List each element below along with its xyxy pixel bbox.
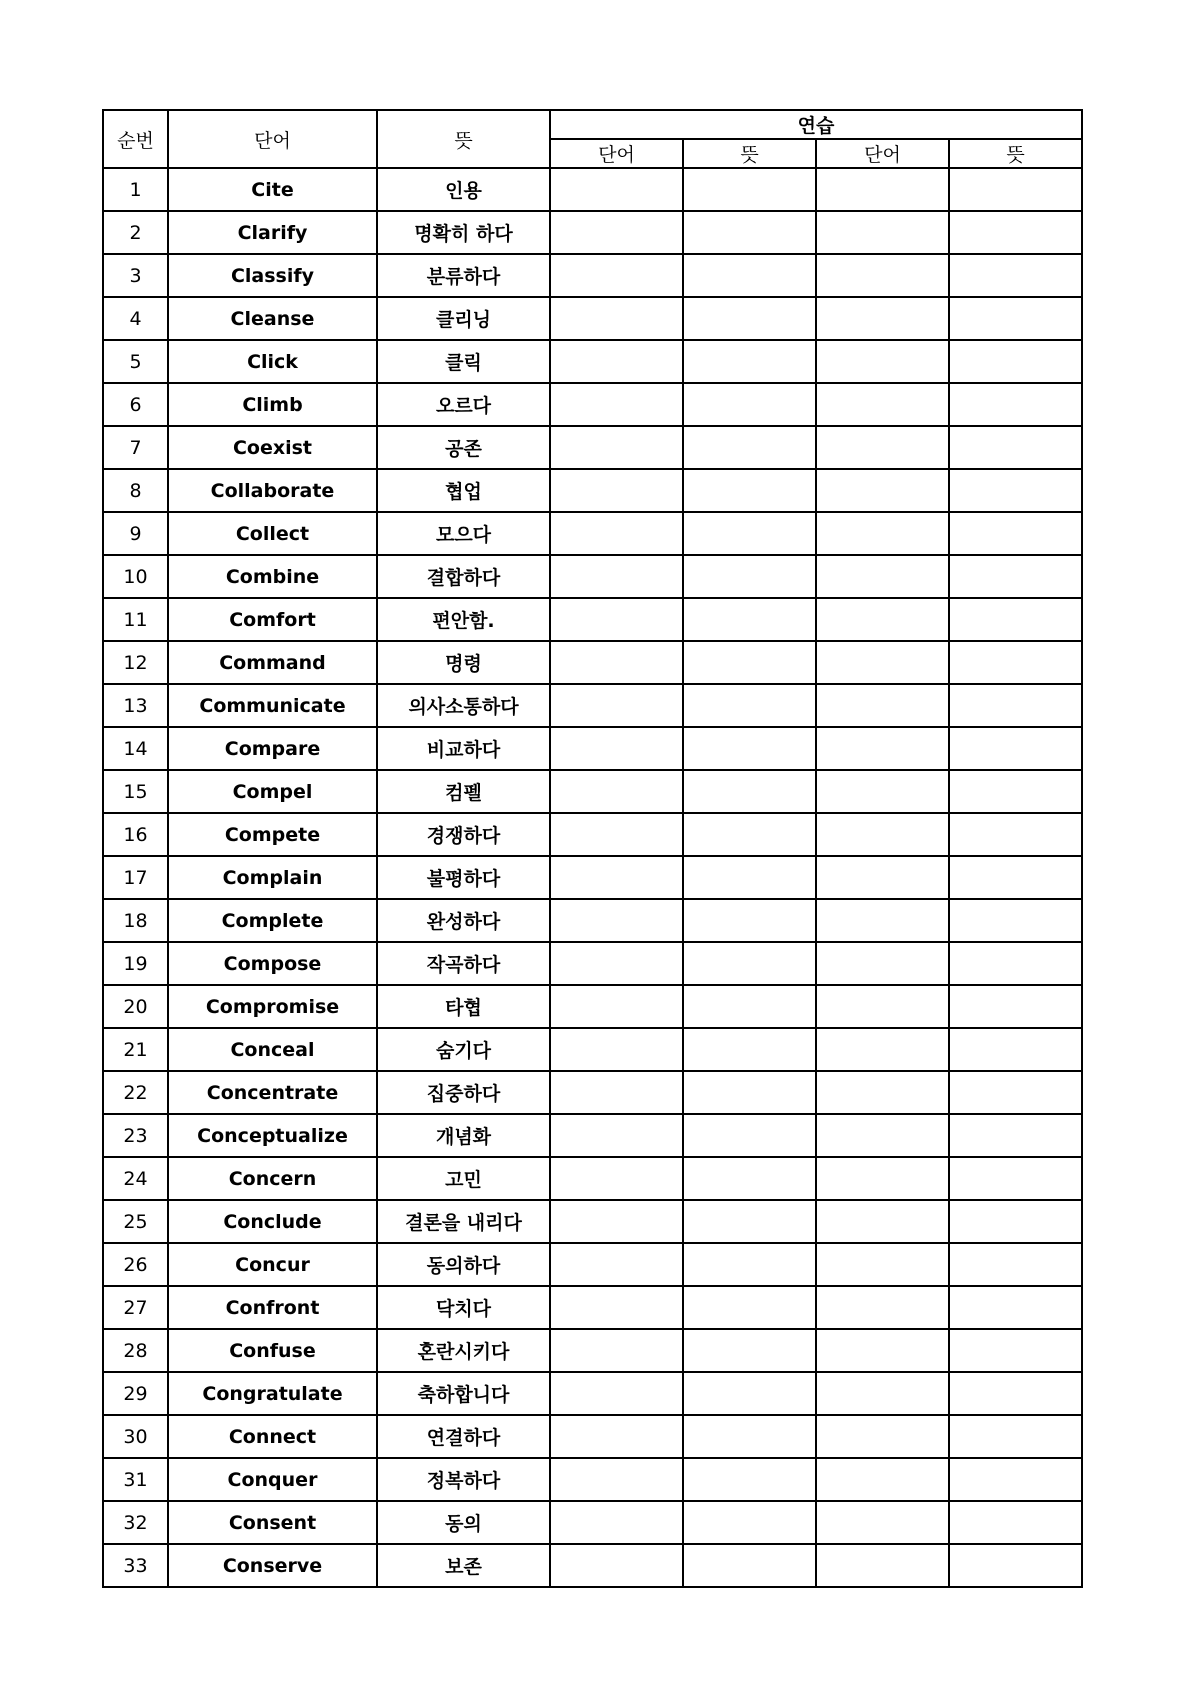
row-number: 14 xyxy=(103,727,168,770)
table-row xyxy=(103,770,1082,813)
practice-word-cell-1[interactable] xyxy=(550,426,683,469)
practice-meaning-cell-2[interactable] xyxy=(949,1544,1082,1587)
row-number: 6 xyxy=(103,383,168,426)
table-row xyxy=(103,1544,1082,1587)
row-word: Collaborate xyxy=(168,469,377,512)
practice-meaning-cell-2[interactable] xyxy=(949,340,1082,383)
practice-meaning-cell-2[interactable] xyxy=(949,297,1082,340)
row-number: 28 xyxy=(103,1329,168,1372)
row-meaning: 경쟁하다 xyxy=(377,813,550,856)
practice-meaning-cell-1[interactable] xyxy=(683,168,816,211)
header-practice: 연습 xyxy=(550,110,1082,139)
practice-word-cell-1[interactable] xyxy=(550,727,683,770)
practice-meaning-cell-1[interactable] xyxy=(683,727,816,770)
practice-word-cell-2[interactable] xyxy=(816,985,949,1028)
practice-meaning-cell-1[interactable] xyxy=(683,1458,816,1501)
row-meaning: 클릭 xyxy=(377,340,550,383)
practice-word-cell-2[interactable] xyxy=(816,383,949,426)
table-row xyxy=(103,856,1082,899)
practice-word-cell-2[interactable] xyxy=(816,727,949,770)
practice-word-cell-1[interactable] xyxy=(550,1544,683,1587)
row-meaning: 집중하다 xyxy=(377,1071,550,1114)
table-row xyxy=(103,1458,1082,1501)
table-row xyxy=(103,254,1082,297)
table-row xyxy=(103,512,1082,555)
row-word: Compare xyxy=(168,727,377,770)
practice-meaning-cell-1[interactable] xyxy=(683,254,816,297)
practice-meaning-cell-1[interactable] xyxy=(683,555,816,598)
row-meaning: 보존 xyxy=(377,1544,550,1587)
practice-word-cell-2[interactable] xyxy=(816,340,949,383)
practice-meaning-cell-1[interactable] xyxy=(683,641,816,684)
row-number: 32 xyxy=(103,1501,168,1544)
row-number: 30 xyxy=(103,1415,168,1458)
row-number: 18 xyxy=(103,899,168,942)
table-row xyxy=(103,1415,1082,1458)
row-number: 27 xyxy=(103,1286,168,1329)
practice-meaning-cell-1[interactable] xyxy=(683,899,816,942)
row-word: Cite xyxy=(168,168,377,211)
row-word: Clarify xyxy=(168,211,377,254)
practice-word-cell-1[interactable] xyxy=(550,1329,683,1372)
row-meaning: 축하합니다 xyxy=(377,1372,550,1415)
practice-meaning-cell-2[interactable] xyxy=(949,899,1082,942)
practice-word-cell-2[interactable] xyxy=(816,426,949,469)
practice-word-cell-1[interactable] xyxy=(550,598,683,641)
practice-word-cell-1[interactable] xyxy=(550,1028,683,1071)
practice-word-cell-1[interactable] xyxy=(550,1501,683,1544)
practice-meaning-cell-1[interactable] xyxy=(683,1071,816,1114)
practice-word-cell-1[interactable] xyxy=(550,1200,683,1243)
row-meaning: 결론을 내리다 xyxy=(377,1200,550,1243)
row-word: Confuse xyxy=(168,1329,377,1372)
practice-meaning-cell-1[interactable] xyxy=(683,383,816,426)
table-row xyxy=(103,1200,1082,1243)
practice-word-cell-1[interactable] xyxy=(550,1415,683,1458)
row-number: 20 xyxy=(103,985,168,1028)
table-row xyxy=(103,211,1082,254)
table-row xyxy=(103,168,1082,211)
practice-word-cell-2[interactable] xyxy=(816,856,949,899)
row-word: Concern xyxy=(168,1157,377,1200)
row-number: 31 xyxy=(103,1458,168,1501)
practice-word-cell-1[interactable] xyxy=(550,856,683,899)
table-row xyxy=(103,727,1082,770)
practice-meaning-cell-1[interactable] xyxy=(683,426,816,469)
header-practice-meaning-2: 뜻 xyxy=(949,139,1082,168)
table-row xyxy=(103,555,1082,598)
table-row xyxy=(103,1243,1082,1286)
table-row xyxy=(103,813,1082,856)
row-meaning: 정복하다 xyxy=(377,1458,550,1501)
vocabulary-table xyxy=(102,109,1083,1588)
row-word: Climb xyxy=(168,383,377,426)
row-word: Concentrate xyxy=(168,1071,377,1114)
row-meaning: 의사소통하다 xyxy=(377,684,550,727)
practice-meaning-cell-1[interactable] xyxy=(683,512,816,555)
table-row xyxy=(103,297,1082,340)
practice-meaning-cell-2[interactable] xyxy=(949,1458,1082,1501)
row-number: 7 xyxy=(103,426,168,469)
row-meaning: 동의 xyxy=(377,1501,550,1544)
row-number: 3 xyxy=(103,254,168,297)
practice-meaning-cell-1[interactable] xyxy=(683,1329,816,1372)
table-row xyxy=(103,1501,1082,1544)
practice-word-cell-2[interactable] xyxy=(816,1071,949,1114)
row-number: 4 xyxy=(103,297,168,340)
vocabulary-worksheet xyxy=(102,109,1083,1588)
practice-word-cell-2[interactable] xyxy=(816,1157,949,1200)
row-number: 11 xyxy=(103,598,168,641)
practice-word-cell-1[interactable] xyxy=(550,1157,683,1200)
practice-word-cell-2[interactable] xyxy=(816,1243,949,1286)
table-row xyxy=(103,1286,1082,1329)
practice-word-cell-2[interactable] xyxy=(816,813,949,856)
row-word: Conceal xyxy=(168,1028,377,1071)
practice-word-cell-2[interactable] xyxy=(816,1372,949,1415)
practice-meaning-cell-2[interactable] xyxy=(949,1415,1082,1458)
row-meaning: 컴펠 xyxy=(377,770,550,813)
row-meaning: 분류하다 xyxy=(377,254,550,297)
row-word: Conceptualize xyxy=(168,1114,377,1157)
table-row xyxy=(103,383,1082,426)
row-word: Confront xyxy=(168,1286,377,1329)
table-row xyxy=(103,426,1082,469)
row-meaning: 클리닝 xyxy=(377,297,550,340)
practice-word-cell-1[interactable] xyxy=(550,383,683,426)
row-word: Complain xyxy=(168,856,377,899)
table-row xyxy=(103,1157,1082,1200)
table-row xyxy=(103,985,1082,1028)
row-word: Command xyxy=(168,641,377,684)
row-number: 26 xyxy=(103,1243,168,1286)
table-row xyxy=(103,1114,1082,1157)
practice-word-cell-1[interactable] xyxy=(550,1243,683,1286)
practice-meaning-cell-2[interactable] xyxy=(949,985,1082,1028)
row-word: Connect xyxy=(168,1415,377,1458)
practice-meaning-cell-1[interactable] xyxy=(683,340,816,383)
row-number: 13 xyxy=(103,684,168,727)
practice-meaning-cell-1[interactable] xyxy=(683,1114,816,1157)
practice-word-cell-2[interactable] xyxy=(816,1114,949,1157)
row-number: 15 xyxy=(103,770,168,813)
practice-meaning-cell-2[interactable] xyxy=(949,211,1082,254)
practice-word-cell-1[interactable] xyxy=(550,1286,683,1329)
practice-meaning-cell-2[interactable] xyxy=(949,1372,1082,1415)
row-meaning: 동의하다 xyxy=(377,1243,550,1286)
practice-meaning-cell-1[interactable] xyxy=(683,1501,816,1544)
row-meaning: 편안함. xyxy=(377,598,550,641)
practice-meaning-cell-2[interactable] xyxy=(949,641,1082,684)
practice-meaning-cell-2[interactable] xyxy=(949,383,1082,426)
practice-meaning-cell-1[interactable] xyxy=(683,1372,816,1415)
practice-meaning-cell-1[interactable] xyxy=(683,211,816,254)
practice-meaning-cell-1[interactable] xyxy=(683,942,816,985)
row-meaning: 혼란시키다 xyxy=(377,1329,550,1372)
practice-meaning-cell-1[interactable] xyxy=(683,598,816,641)
practice-word-cell-2[interactable] xyxy=(816,770,949,813)
row-meaning: 고민 xyxy=(377,1157,550,1200)
practice-word-cell-2[interactable] xyxy=(816,254,949,297)
row-word: Complete xyxy=(168,899,377,942)
row-meaning: 숨기다 xyxy=(377,1028,550,1071)
row-number: 21 xyxy=(103,1028,168,1071)
practice-word-cell-1[interactable] xyxy=(550,942,683,985)
table-row xyxy=(103,899,1082,942)
header-practice-word-2: 단어 xyxy=(816,139,949,168)
header-word: 단어 xyxy=(168,110,377,168)
practice-meaning-cell-1[interactable] xyxy=(683,1200,816,1243)
row-number: 5 xyxy=(103,340,168,383)
practice-meaning-cell-2[interactable] xyxy=(949,1329,1082,1372)
practice-word-cell-1[interactable] xyxy=(550,168,683,211)
practice-word-cell-1[interactable] xyxy=(550,512,683,555)
practice-word-cell-2[interactable] xyxy=(816,555,949,598)
row-meaning: 비교하다 xyxy=(377,727,550,770)
practice-meaning-cell-1[interactable] xyxy=(683,297,816,340)
practice-meaning-cell-1[interactable] xyxy=(683,985,816,1028)
table-row xyxy=(103,942,1082,985)
practice-meaning-cell-2[interactable] xyxy=(949,1114,1082,1157)
practice-meaning-cell-2[interactable] xyxy=(949,856,1082,899)
row-meaning: 인용 xyxy=(377,168,550,211)
row-number: 22 xyxy=(103,1071,168,1114)
row-word: Compose xyxy=(168,942,377,985)
row-word: Concur xyxy=(168,1243,377,1286)
row-meaning: 공존 xyxy=(377,426,550,469)
row-number: 16 xyxy=(103,813,168,856)
practice-word-cell-2[interactable] xyxy=(816,1415,949,1458)
table-row xyxy=(103,1329,1082,1372)
row-word: Cleanse xyxy=(168,297,377,340)
practice-meaning-cell-1[interactable] xyxy=(683,1243,816,1286)
practice-meaning-cell-2[interactable] xyxy=(949,426,1082,469)
row-word: Classify xyxy=(168,254,377,297)
practice-word-cell-1[interactable] xyxy=(550,1372,683,1415)
practice-word-cell-1[interactable] xyxy=(550,985,683,1028)
practice-word-cell-2[interactable] xyxy=(816,1458,949,1501)
row-number: 17 xyxy=(103,856,168,899)
practice-meaning-cell-2[interactable] xyxy=(949,1243,1082,1286)
practice-meaning-cell-1[interactable] xyxy=(683,1544,816,1587)
practice-word-cell-2[interactable] xyxy=(816,1501,949,1544)
row-number: 2 xyxy=(103,211,168,254)
row-word: Collect xyxy=(168,512,377,555)
row-meaning: 연결하다 xyxy=(377,1415,550,1458)
practice-meaning-cell-1[interactable] xyxy=(683,770,816,813)
row-word: Conserve xyxy=(168,1544,377,1587)
row-number: 29 xyxy=(103,1372,168,1415)
practice-word-cell-2[interactable] xyxy=(816,899,949,942)
practice-word-cell-1[interactable] xyxy=(550,770,683,813)
row-number: 8 xyxy=(103,469,168,512)
practice-word-cell-2[interactable] xyxy=(816,1286,949,1329)
row-word: Communicate xyxy=(168,684,377,727)
practice-word-cell-2[interactable] xyxy=(816,684,949,727)
practice-word-cell-2[interactable] xyxy=(816,598,949,641)
practice-meaning-cell-1[interactable] xyxy=(683,684,816,727)
practice-meaning-cell-2[interactable] xyxy=(949,254,1082,297)
practice-word-cell-1[interactable] xyxy=(550,297,683,340)
practice-meaning-cell-2[interactable] xyxy=(949,1286,1082,1329)
practice-meaning-cell-1[interactable] xyxy=(683,813,816,856)
row-meaning: 불평하다 xyxy=(377,856,550,899)
practice-meaning-cell-2[interactable] xyxy=(949,1501,1082,1544)
practice-meaning-cell-2[interactable] xyxy=(949,598,1082,641)
table-row xyxy=(103,641,1082,684)
practice-word-cell-2[interactable] xyxy=(816,297,949,340)
practice-meaning-cell-1[interactable] xyxy=(683,1415,816,1458)
row-meaning: 개념화 xyxy=(377,1114,550,1157)
row-word: Click xyxy=(168,340,377,383)
table-row xyxy=(103,340,1082,383)
header-number: 순번 xyxy=(103,110,168,168)
practice-word-cell-1[interactable] xyxy=(550,1071,683,1114)
row-word: Congratulate xyxy=(168,1372,377,1415)
row-word: Combine xyxy=(168,555,377,598)
table-body xyxy=(103,168,1082,1587)
row-word: Compromise xyxy=(168,985,377,1028)
practice-meaning-cell-2[interactable] xyxy=(949,770,1082,813)
table-row xyxy=(103,1028,1082,1071)
practice-meaning-cell-2[interactable] xyxy=(949,1071,1082,1114)
row-number: 9 xyxy=(103,512,168,555)
row-number: 33 xyxy=(103,1544,168,1587)
row-meaning: 모으다 xyxy=(377,512,550,555)
row-meaning: 명확히 하다 xyxy=(377,211,550,254)
practice-word-cell-1[interactable] xyxy=(550,899,683,942)
row-meaning: 오르다 xyxy=(377,383,550,426)
table-row xyxy=(103,1071,1082,1114)
practice-word-cell-1[interactable] xyxy=(550,1458,683,1501)
row-word: Conclude xyxy=(168,1200,377,1243)
practice-word-cell-1[interactable] xyxy=(550,555,683,598)
row-number: 10 xyxy=(103,555,168,598)
practice-meaning-cell-2[interactable] xyxy=(949,555,1082,598)
table-row xyxy=(103,684,1082,727)
table-row xyxy=(103,598,1082,641)
practice-word-cell-2[interactable] xyxy=(816,168,949,211)
practice-meaning-cell-2[interactable] xyxy=(949,168,1082,211)
row-word: Conquer xyxy=(168,1458,377,1501)
row-number: 19 xyxy=(103,942,168,985)
table-row xyxy=(103,469,1082,512)
practice-meaning-cell-1[interactable] xyxy=(683,1028,816,1071)
practice-meaning-cell-1[interactable] xyxy=(683,1157,816,1200)
practice-word-cell-1[interactable] xyxy=(550,684,683,727)
row-meaning: 명령 xyxy=(377,641,550,684)
row-number: 25 xyxy=(103,1200,168,1243)
row-meaning: 결합하다 xyxy=(377,555,550,598)
practice-word-cell-2[interactable] xyxy=(816,211,949,254)
practice-meaning-cell-2[interactable] xyxy=(949,1157,1082,1200)
row-word: Compel xyxy=(168,770,377,813)
practice-word-cell-1[interactable] xyxy=(550,254,683,297)
row-meaning: 타협 xyxy=(377,985,550,1028)
table-row xyxy=(103,1372,1082,1415)
practice-word-cell-1[interactable] xyxy=(550,211,683,254)
row-number: 12 xyxy=(103,641,168,684)
practice-word-cell-1[interactable] xyxy=(550,469,683,512)
practice-meaning-cell-1[interactable] xyxy=(683,1286,816,1329)
practice-word-cell-1[interactable] xyxy=(550,340,683,383)
practice-word-cell-2[interactable] xyxy=(816,1544,949,1587)
practice-word-cell-2[interactable] xyxy=(816,512,949,555)
row-number: 1 xyxy=(103,168,168,211)
practice-meaning-cell-2[interactable] xyxy=(949,942,1082,985)
header-practice-word-1: 단어 xyxy=(550,139,683,168)
practice-word-cell-1[interactable] xyxy=(550,641,683,684)
row-number: 23 xyxy=(103,1114,168,1157)
practice-meaning-cell-1[interactable] xyxy=(683,469,816,512)
header-meaning: 뜻 xyxy=(377,110,550,168)
row-number: 24 xyxy=(103,1157,168,1200)
row-word: Coexist xyxy=(168,426,377,469)
practice-meaning-cell-1[interactable] xyxy=(683,856,816,899)
practice-meaning-cell-2[interactable] xyxy=(949,684,1082,727)
practice-word-cell-2[interactable] xyxy=(816,641,949,684)
practice-word-cell-2[interactable] xyxy=(816,1329,949,1372)
row-meaning: 작곡하다 xyxy=(377,942,550,985)
practice-word-cell-2[interactable] xyxy=(816,469,949,512)
practice-meaning-cell-2[interactable] xyxy=(949,1028,1082,1071)
header-practice-meaning-1: 뜻 xyxy=(683,139,816,168)
practice-meaning-cell-2[interactable] xyxy=(949,813,1082,856)
row-word: Comfort xyxy=(168,598,377,641)
row-meaning: 닥치다 xyxy=(377,1286,550,1329)
practice-word-cell-1[interactable] xyxy=(550,1114,683,1157)
practice-word-cell-1[interactable] xyxy=(550,813,683,856)
row-word: Consent xyxy=(168,1501,377,1544)
practice-word-cell-2[interactable] xyxy=(816,1028,949,1071)
practice-meaning-cell-2[interactable] xyxy=(949,469,1082,512)
practice-word-cell-2[interactable] xyxy=(816,1200,949,1243)
row-meaning: 협업 xyxy=(377,469,550,512)
practice-word-cell-2[interactable] xyxy=(816,942,949,985)
row-word: Compete xyxy=(168,813,377,856)
practice-meaning-cell-2[interactable] xyxy=(949,727,1082,770)
practice-meaning-cell-2[interactable] xyxy=(949,1200,1082,1243)
practice-meaning-cell-2[interactable] xyxy=(949,512,1082,555)
row-meaning: 완성하다 xyxy=(377,899,550,942)
